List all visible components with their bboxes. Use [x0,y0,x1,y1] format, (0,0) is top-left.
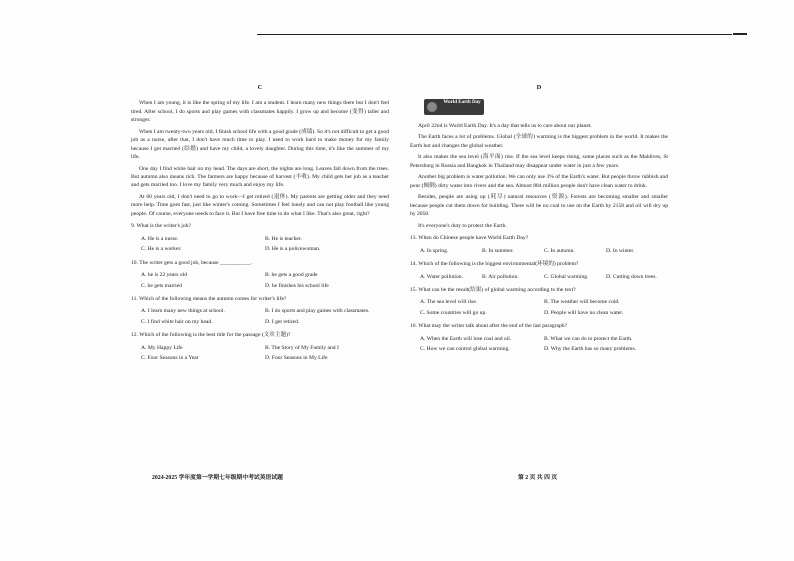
question-stem: 13. When do Chinese people have World Earth Day? [410,235,529,242]
earth-day-logo-text: World Earth Day [443,100,481,106]
answer-options [141,234,389,255]
passage-d-paragraph: Another big problem is water pollution. We can only use 3% of the Earth's water. But people throw rubbish and pour (倾倒) dirty water into rivers and the sea. Almost 884 million people don't have clean water to drink. [410,174,668,189]
answer-option[interactable]: C. he gets married [141,282,183,289]
answer-option[interactable]: C. Four Seasons in a Year [141,355,199,362]
answer-option[interactable]: B. Air pollution. [482,273,519,280]
passage-d-paragraph: The Earth faces a lot of problems. Global (全球的) warming is the biggest problem in the world. It makes the Earth hot and changes the global weather. [410,134,668,149]
answer-option[interactable]: A. he is 22 years old [141,272,187,279]
answer-option[interactable]: C. In autumn. [544,247,575,254]
answer-option[interactable]: B. The weather will become cold. [544,299,620,306]
passage-d-column [410,84,668,355]
answer-options [141,270,389,291]
answer-option[interactable]: B. he gets a good grade [265,272,318,279]
question-stem: 11. Which of the following means the autumn comes for writer's life? [131,296,287,303]
passage-d-paragraph: It's everyone's duty to protect the Earth. [418,222,507,229]
answer-option[interactable]: C. Global warming. [544,273,589,280]
question [410,286,668,318]
passage-c-paragraph: At 60 years old, I don't need to go to work—I get retired (退休). My parents are getting older and they need more help. Time goes fast, just like winter's coming. Sometimes I feel lonely and can not play football like young people. Of course, everyone needs to face it. But I have free time to do what I like. That's also great, right? [131,194,389,217]
answer-option[interactable]: D. Four Seasons in My Life [265,355,328,362]
question [410,322,668,354]
top-rule-mark [733,33,747,35]
answer-option[interactable]: A. In spring. [420,247,449,254]
top-rule [257,34,732,35]
passage-d-paragraph: It also makes the sea level (海平面) rise. If the sea level keeps rising, some places such as the Maldives, St Petersburg in Russia and Bangkok in Thailand may disappear under water in just a few years. [410,154,668,169]
answer-option[interactable]: A. The sea level will rise. [420,299,478,306]
answer-option[interactable]: A. My Happy Life [141,344,183,351]
passage-c-paragraph: When I am twenty-two years old, I finish school life with a good grade (成绩). So it's not difficult to get a good job as a nurse, after that, I don't have much time to play. I need to work hard to make money for my family because I get married (结婚) and have my child, a lovely daughter. During this time, it's like the summer of my life. [131,128,389,161]
answer-options [420,246,668,257]
answer-option[interactable]: C. How we can control global warming. [420,346,510,353]
answer-option[interactable]: A. Water pollution. [420,273,463,280]
answer-options [420,297,668,318]
question [131,331,389,363]
answer-option[interactable]: D. I get retired. [265,318,300,325]
answer-option[interactable]: D. Why the Earth has so many problems. [544,346,637,353]
answer-option[interactable]: B. He is teacher. [265,235,302,242]
answer-options [420,272,668,283]
question-stem: 14. Which of the following is the biggest environmental(环境的) problem? [410,261,579,268]
answer-option[interactable]: A. When the Earth will lose coal and oil. [420,335,512,342]
question [131,222,389,254]
answer-option[interactable]: D. Cutting down trees. [606,273,657,280]
globe-icon [427,102,437,112]
question-stem: 10. The writer gets a good job, because ___________. [131,259,253,266]
question [410,260,668,282]
passage-c-paragraph: When I am young, it is like the spring of my life. I am a student. I learn many new things there but I don't feel tired. After school, I do sports and play games with classmates happily. I grow up and become (变得) taller and stronger. [131,100,389,124]
question-stem: 9. What is the writer's job? [131,223,191,230]
passage-c-column [131,84,389,364]
answer-option[interactable]: D. People will have no clean water. [544,309,624,316]
answer-option[interactable]: A. I learn many new things at school. [141,308,225,315]
passage-d-paragraph: Besides, people are using up (耗尽) natural resources (资源). Forests are becoming smaller and smaller because people cut them down for building. There will be no coal to use on the Earth by 2158 and oil will dry up by 2050. [410,194,668,218]
answer-option[interactable]: D. he finishes his school life [265,282,329,289]
answer-option[interactable]: D. In winter. [606,247,635,254]
earth-day-logo [424,99,484,115]
answer-option[interactable]: C. I find white hair on my head. [141,318,213,325]
footer-page-number: 第 2 页 共 四 页 [518,475,558,481]
question-stem: 16. What may the writer talk about after the end of the last paragraph? [410,323,568,330]
passage-d-questions [410,234,668,355]
answer-options [420,334,668,355]
question [131,259,389,291]
passage-c-paragraph: One day I find white hair on my head. The days are short, the nights are long. Leaves fall down from the trees. But autumn also means rich. The farmers are happy because of harvest (丰收). My child gets her job as a teacher and gets married too. I love my family very much and enjoy my life. [131,165,389,189]
passage-d-paragraph: April 22nd is World Earth Day. It's a day that tells us to care about our planet. [418,122,592,129]
answer-option[interactable]: B. The Story of My Family and I [265,344,339,351]
answer-option[interactable]: A. He is a nurse. [141,235,179,242]
answer-options [141,306,389,327]
passage-c-heading: C [257,84,263,91]
question [410,234,668,256]
answer-option[interactable]: B. In summer. [482,247,514,254]
question-stem: 15. What can be the result(结果) of global warming according to the text? [410,287,576,294]
answer-option[interactable]: B. What we can do to protect the Earth. [544,335,633,342]
passage-d-heading: D [536,84,542,91]
answer-options [141,343,389,364]
answer-option[interactable]: D. He is a policewoman. [265,246,321,253]
answer-option[interactable]: B. I do sports and play games with classmates. [265,308,370,315]
question-stem: 12. Which of the following is the best title for the passage (文章主题)? [131,332,291,339]
footer-exam-title: 2024-2025 学年度第一学期七年级期中考试英语试题 [152,475,283,481]
question [131,295,389,327]
answer-option[interactable]: C. Some countries will go up. [420,309,487,316]
answer-option[interactable]: C. He is a worker. [141,246,182,253]
passage-c-questions [131,222,389,364]
